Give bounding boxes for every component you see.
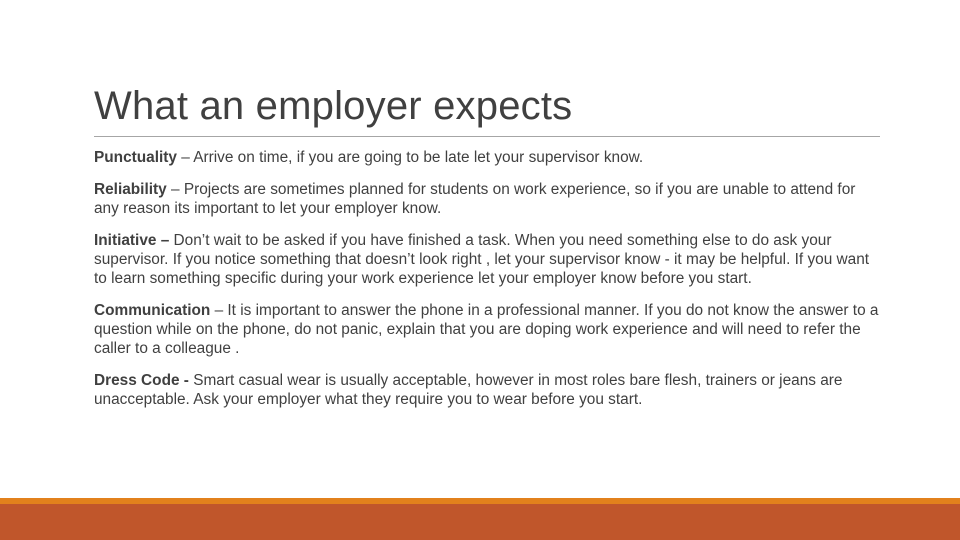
slide-body <box>94 148 884 422</box>
paragraph-reliability <box>94 180 884 218</box>
paragraph-text: – It is important to answer the phone in a professional manner. If you do not know the answer to a question while on the phone, do not panic, explain that you are doping work experience and will need to refer the caller to a colleague . <box>94 302 879 357</box>
paragraph-text: Smart casual wear is usually acceptable, however in most roles bare flesh, trainers or jeans are unacceptable. Ask your employer what they require you to wear before you start. <box>94 372 843 408</box>
paragraph-text: – Arrive on time, if you are going to be late let your supervisor know. <box>176 149 644 166</box>
paragraph-term: Punctuality <box>94 149 177 166</box>
title-divider <box>94 136 880 137</box>
paragraph-communication <box>94 301 884 358</box>
slide-title: What an employer expects <box>94 84 573 128</box>
paragraph-dress-code <box>94 371 884 409</box>
paragraph-term: Reliability <box>94 181 167 198</box>
paragraph-punctuality <box>94 148 884 167</box>
paragraph-text: – Projects are sometimes planned for students on work experience, so if you are unable to attend for any reason its important to let your employer know. <box>94 181 856 217</box>
paragraph-text: Don’t wait to be asked if you have finished a task. When you need something else to do ask your supervisor. If you notice something that doesn’t look right , let your supervisor know - it may be helpful. If you want to learn something specific during your work experience let your employer know before you start. <box>94 232 870 287</box>
paragraph-term: Initiative – <box>94 232 170 249</box>
paragraph-initiative <box>94 231 884 288</box>
paragraph-term: Communication <box>94 302 211 319</box>
footer-band <box>0 504 960 540</box>
paragraph-term: Dress Code - <box>94 372 194 389</box>
